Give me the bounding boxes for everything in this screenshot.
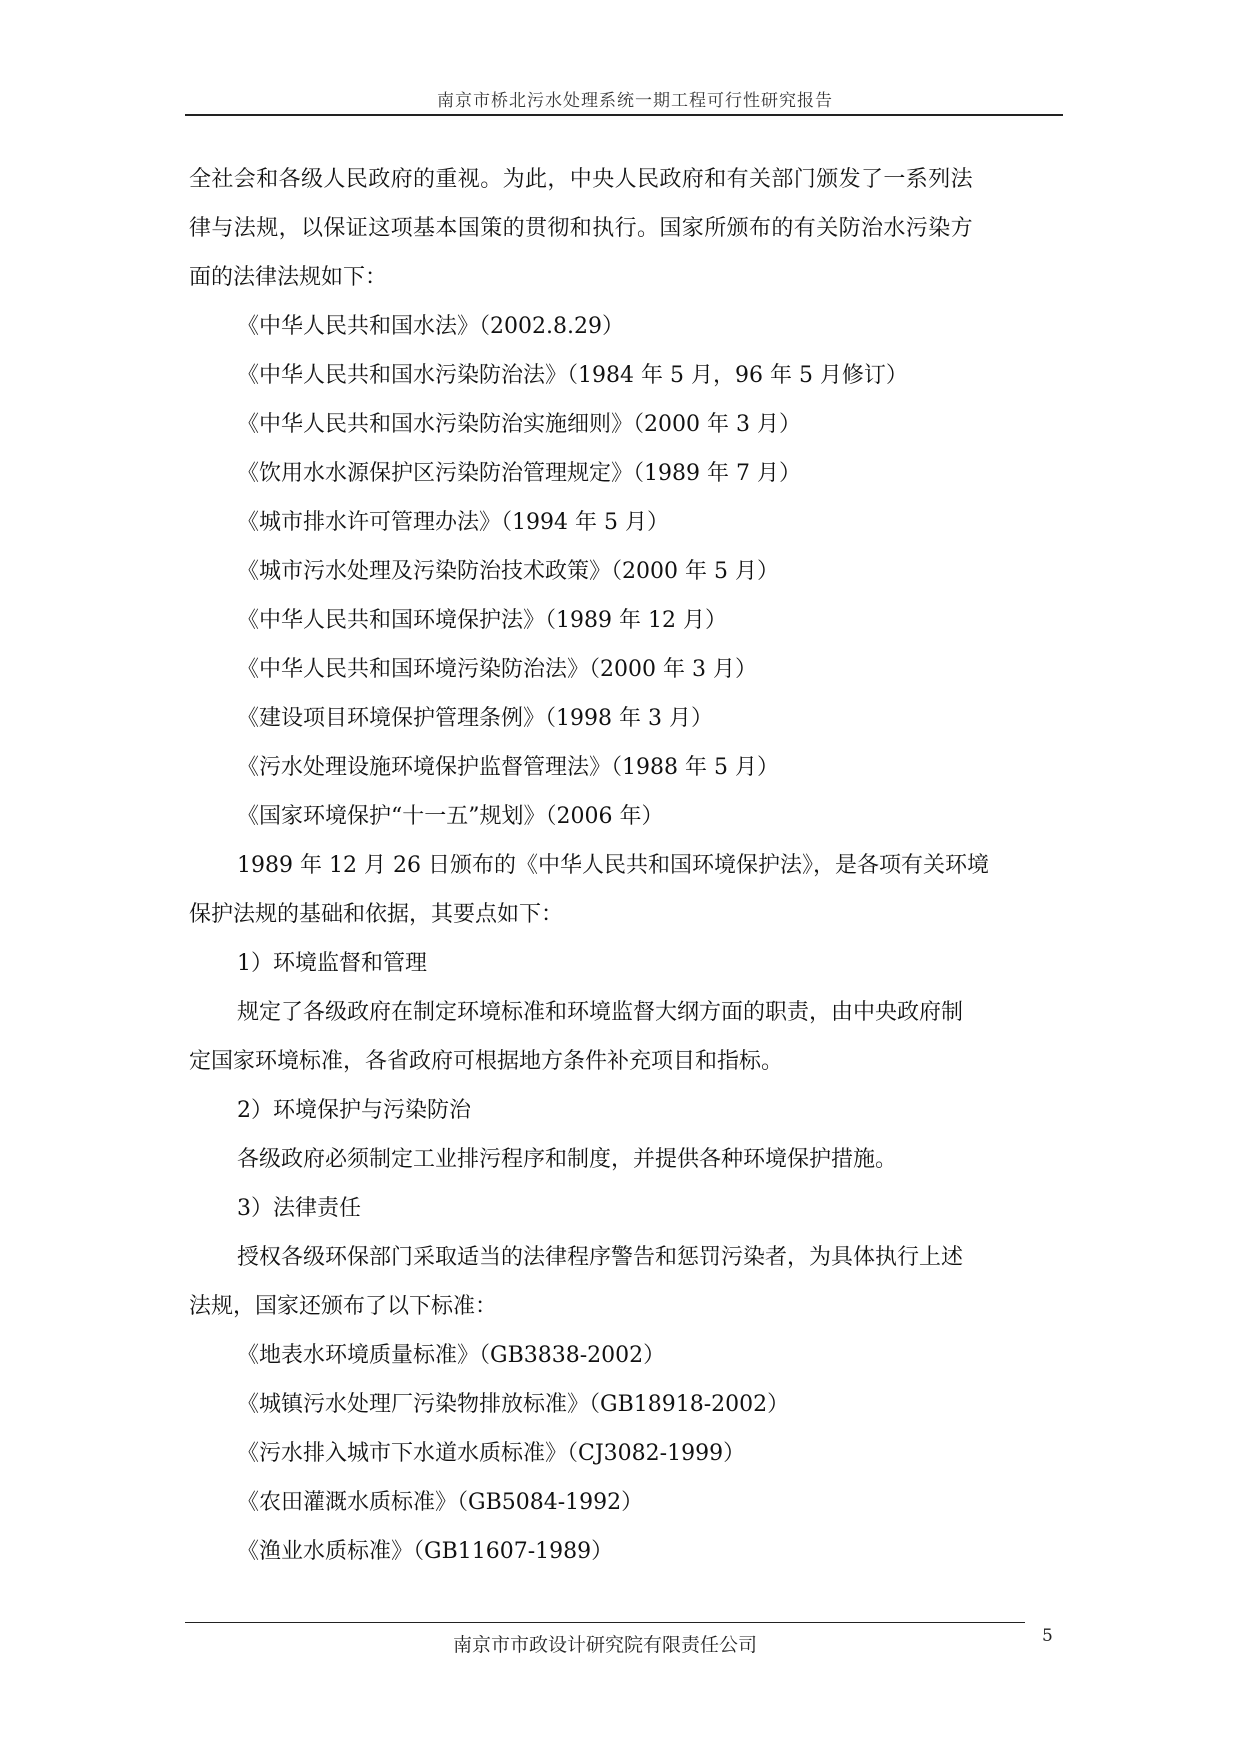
law-item: 《饮用水水源保护区污染防治管理规定》（1989 年 7 月） [237,461,801,486]
law-item: 《中华人民共和国水污染防治实施细则》（2000 年 3 月） [237,412,801,437]
standard-item: 《渔业水质标准》（GB11607-1989） [237,1539,614,1564]
paragraph-line: 法规，国家还颁布了以下标准： [189,1294,498,1319]
header-divider [185,114,1063,116]
law-item: 《中华人民共和国水污染防治法》（1984 年 5 月，96 年 5 月修订） [237,363,908,388]
law-item: 《建设项目环境保护管理条例》（1998 年 3 月） [237,706,713,731]
paragraph-line: 面的法律法规如下： [189,265,388,290]
footer-organization: 南京市市政设计研究院有限责任公司 [452,1634,757,1656]
law-item: 《中华人民共和国环境污染防治法》（2000 年 3 月） [237,657,757,682]
standard-item: 《城镇污水处理厂污染物排放标准》（GB18918-2002） [237,1392,790,1417]
paragraph-line: 规定了各级政府在制定环境标准和环境监督大纲方面的职责，由中央政府制 [237,1000,964,1025]
paragraph-line: 保护法规的基础和依据，其要点如下： [189,902,564,927]
law-item: 《城市污水处理及污染防治技术政策》（2000 年 5 月） [237,559,779,584]
document-body [189,155,1065,1576]
law-item: 《国家环境保护“十一五”规划》（2006 年） [237,804,664,829]
point-heading: 2）环境保护与污染防治 [237,1098,471,1123]
paragraph-line: 各级政府必须制定工业排污程序和制度，并提供各种环境保护措施。 [237,1147,898,1172]
standard-item: 《地表水环境质量标准》（GB3838-2002） [237,1343,666,1368]
point-heading: 1）环境监督和管理 [237,951,427,976]
paragraph-line: 定国家环境标准，各省政府可根据地方条件补充项目和指标。 [189,1049,784,1074]
standard-item: 《农田灌溉水质标准》（GB5084-1992） [237,1490,644,1515]
law-item: 《中华人民共和国环境保护法》（1989 年 12 月） [237,608,727,633]
law-item: 《中华人民共和国水法》（2002.8.29） [237,314,624,339]
paragraph-line: 全社会和各级人民政府的重视。为此，中央人民政府和有关部门颁发了一系列法 [189,167,974,192]
point-heading: 3）法律责任 [237,1196,361,1221]
page-header-title: 南京市桥北污水处理系统一期工程可行性研究报告 [437,91,833,111]
paragraph-line: 授权各级环保部门采取适当的法律程序警告和惩罚污染者，为具体执行上述 [237,1245,964,1270]
paragraph-line: 1989 年 12 月 26 日颁布的《中华人民共和国环境保护法》，是各项有关环境 [237,853,989,878]
page-number: 5 [1042,1626,1053,1646]
law-item: 《污水处理设施环境保护监督管理法》（1988 年 5 月） [237,755,779,780]
paragraph-line: 律与法规，以保证这项基本国策的贯彻和执行。国家所颁布的有关防治水污染方 [189,216,974,241]
footer-divider [185,1622,1025,1623]
standard-item: 《污水排入城市下水道水质标准》（CJ3082-1999） [237,1441,746,1466]
law-item: 《城市排水许可管理办法》（1994 年 5 月） [237,510,669,535]
